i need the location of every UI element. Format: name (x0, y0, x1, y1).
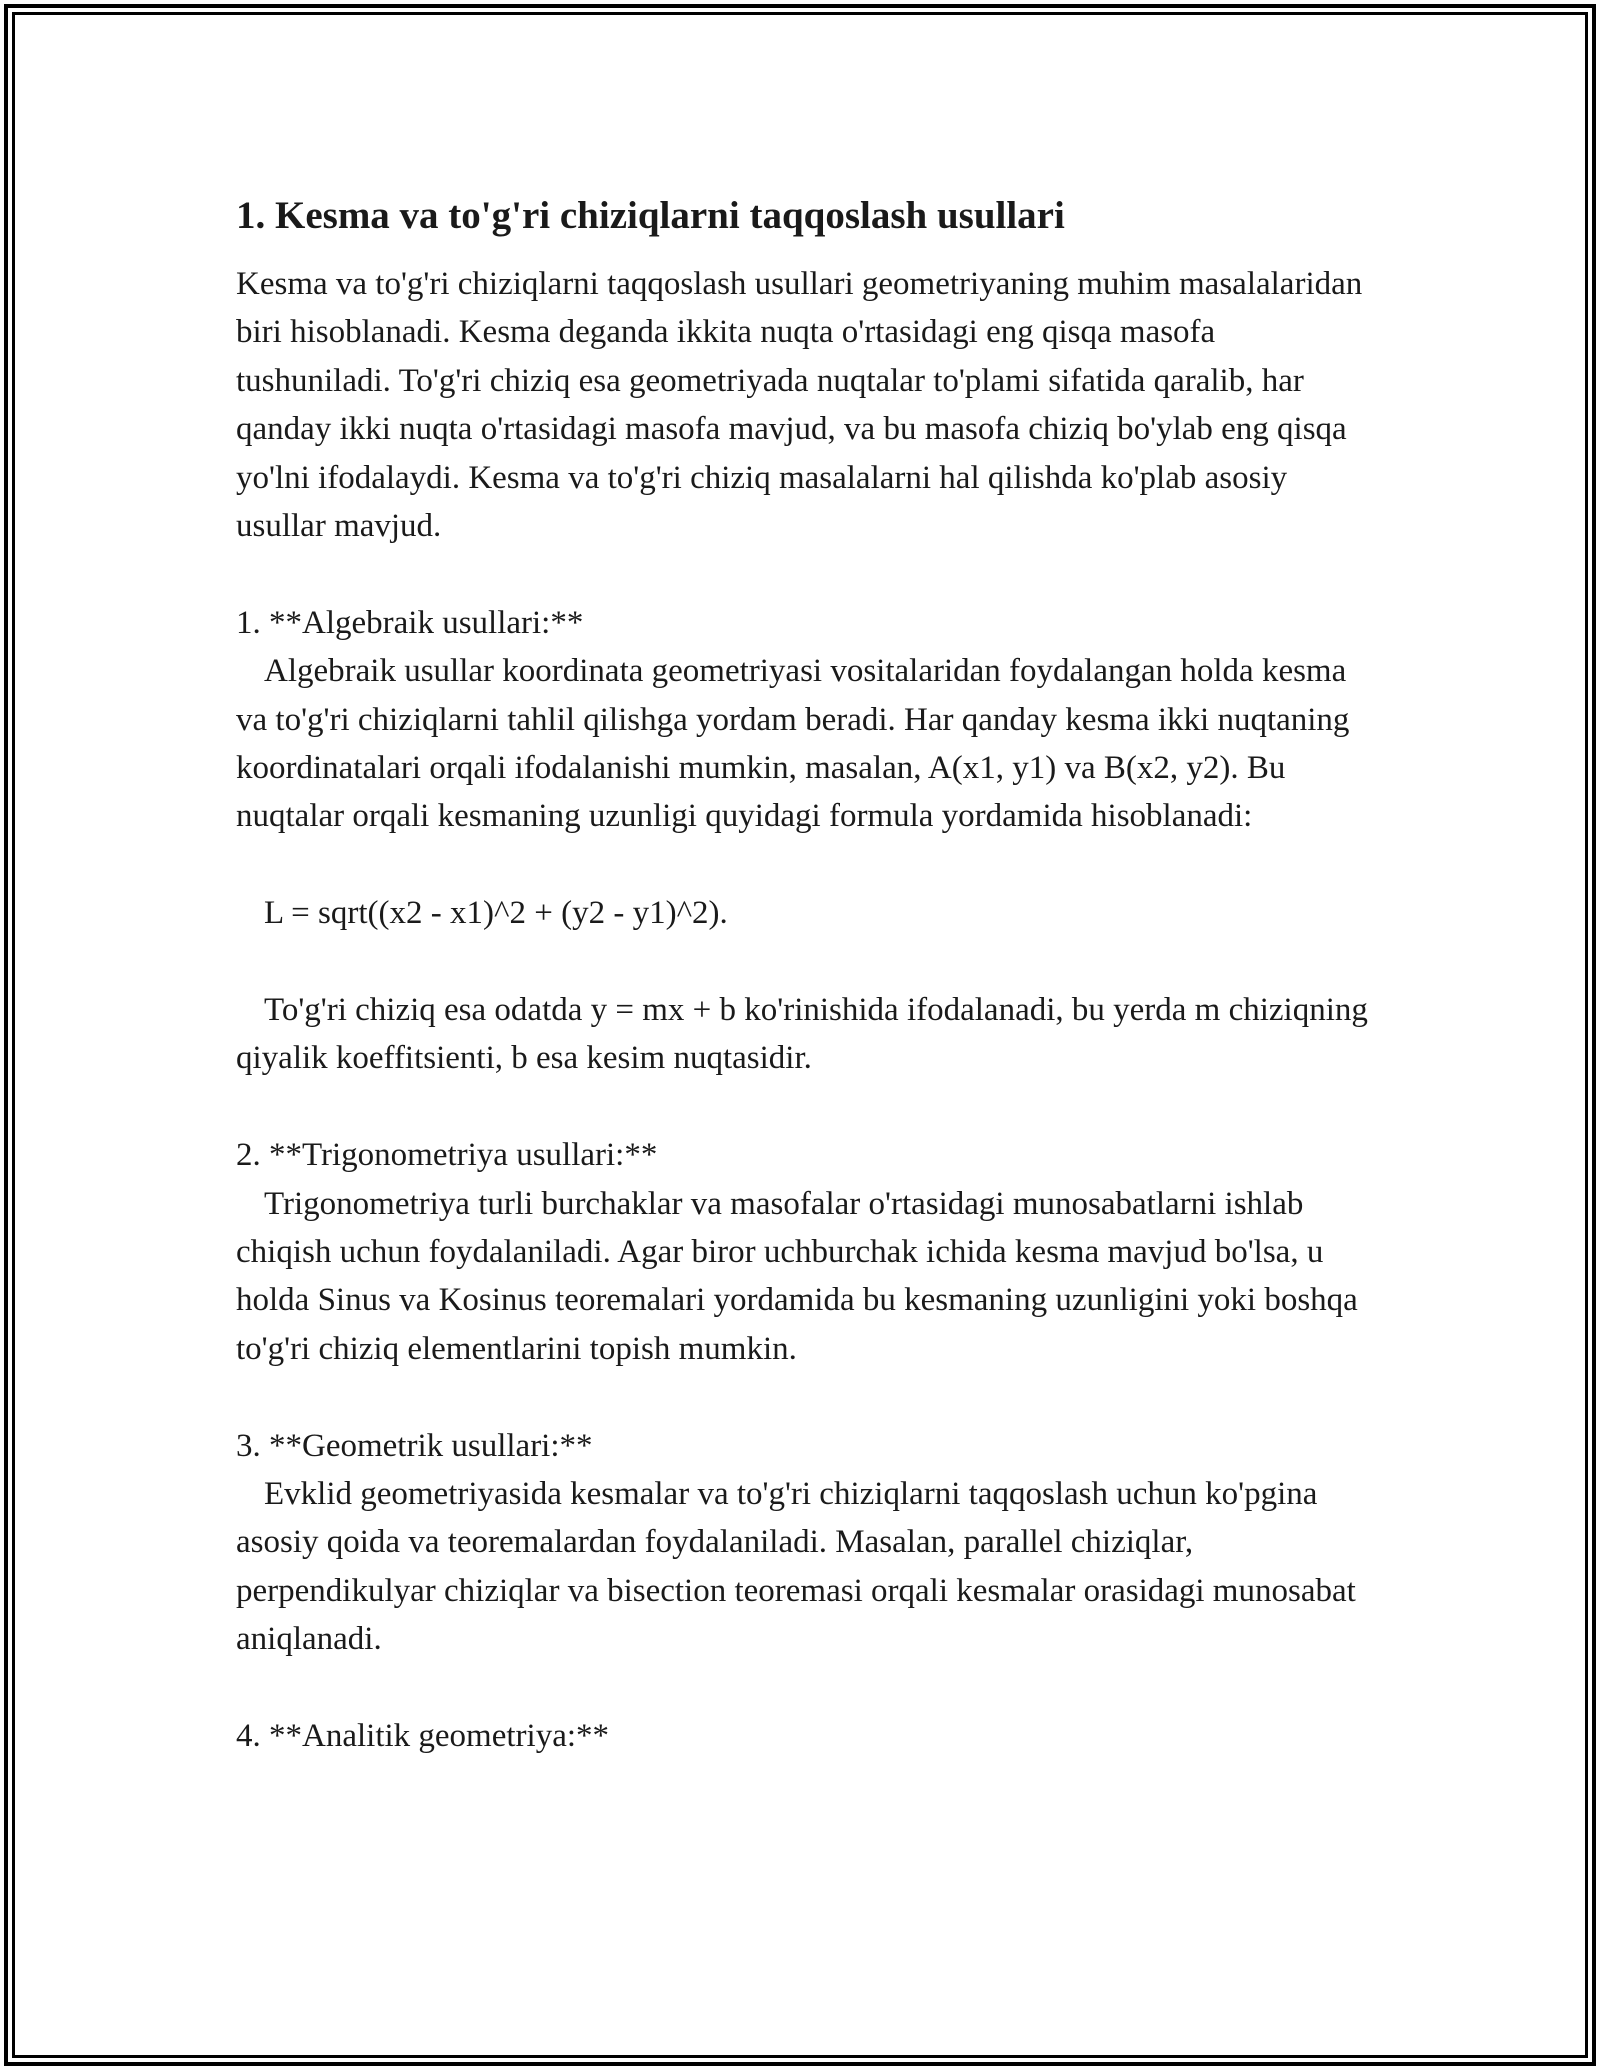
section-1-after: To'g'ri chiziq esa odatda y = mx + b ko'rinishida ifodalanadi, bu yerda m chiziqning qiyalik koeffitsienti, b esa kesim nuqtasidir. (236, 992, 1368, 1077)
intro-paragraph: Kesma va to'g'ri chiziqlarni taqqoslash usullari geometriyaning muhim masalalaridan biri hisoblanadi. Kesma deganda ikkita nuqta o'rtasidagi eng qisqa masofa tushuniladi. To'g'ri chiziq esa geometriyada nuqtalar to'plami sifatida qaralib, har qanday ikki nuqta o'rtasidagi masofa mavjud, va bu masofa chiziq bo'ylab eng qisqa yo'lni ifodalaydi. Kesma va to'g'ri chiziq masalalarni hal qilishda ko'plab asosiy usullar mavjud. (236, 266, 1363, 545)
section-2-body: Trigonometriya turli burchaklar va masofalar o'rtasidagi munosabatlarni ishlab chiqish uchun foydalaniladi. Agar biror uchburchak ichida kesma mavjud bo'lsa, u holda Sinus va Kosinus teoremalari yordamida bu kesmaning uzunligini yoki boshqa to'g'ri chiziq elementlarini topish mumkin. (236, 1185, 1358, 1367)
document-heading: 1. Kesma va to'g'ri chiziqlarni taqqoslash usullari (236, 194, 1065, 237)
spacer (236, 1664, 1376, 1712)
spacer (236, 550, 1376, 598)
section-3-title: 3. **Geometrik usullari:** (236, 1427, 593, 1464)
section-1-body: Algebraik usullar koordinata geometriyasi vositalaridan foydalangan holda kesma va to'g'ri chiziqlarni tahlil qilishga yordam beradi. Har qanday kesma ikki nuqtaning koordinatalari orqali ifodalanishi mumkin, masalan, A(x1, y1) va B(x2, y2). Bu nuqtalar orqali kesmaning uzunligi quyidagi formula yordamida hisoblanadi: (236, 653, 1350, 835)
spacer (236, 841, 1376, 889)
section-2-title: 2. **Trigonometriya usullari:** (236, 1137, 658, 1174)
section-1-title: 1. **Algebraik usullari:** (236, 604, 584, 641)
spacer (236, 938, 1376, 986)
document-page (236, 190, 1376, 1761)
spacer (236, 1373, 1376, 1421)
section-3-body: Evklid geometriyasida kesmalar va to'g'ri chiziqlarni taqqoslash uchun ko'pgina asosiy qoida va teoremalardan foydalaniladi. Masalan, parallel chiziqlar, perpendikulyar chiziqlar va bisection teoremasi orqali kesmalar orasidagi munosabat aniqlanadi. (236, 1476, 1356, 1658)
spacer (236, 1083, 1376, 1131)
section-1-formula: L = sqrt((x2 - x1)^2 + (y2 - y1)^2). (264, 895, 728, 932)
section-4-title: 4. **Analitik geometriya:** (236, 1718, 610, 1755)
